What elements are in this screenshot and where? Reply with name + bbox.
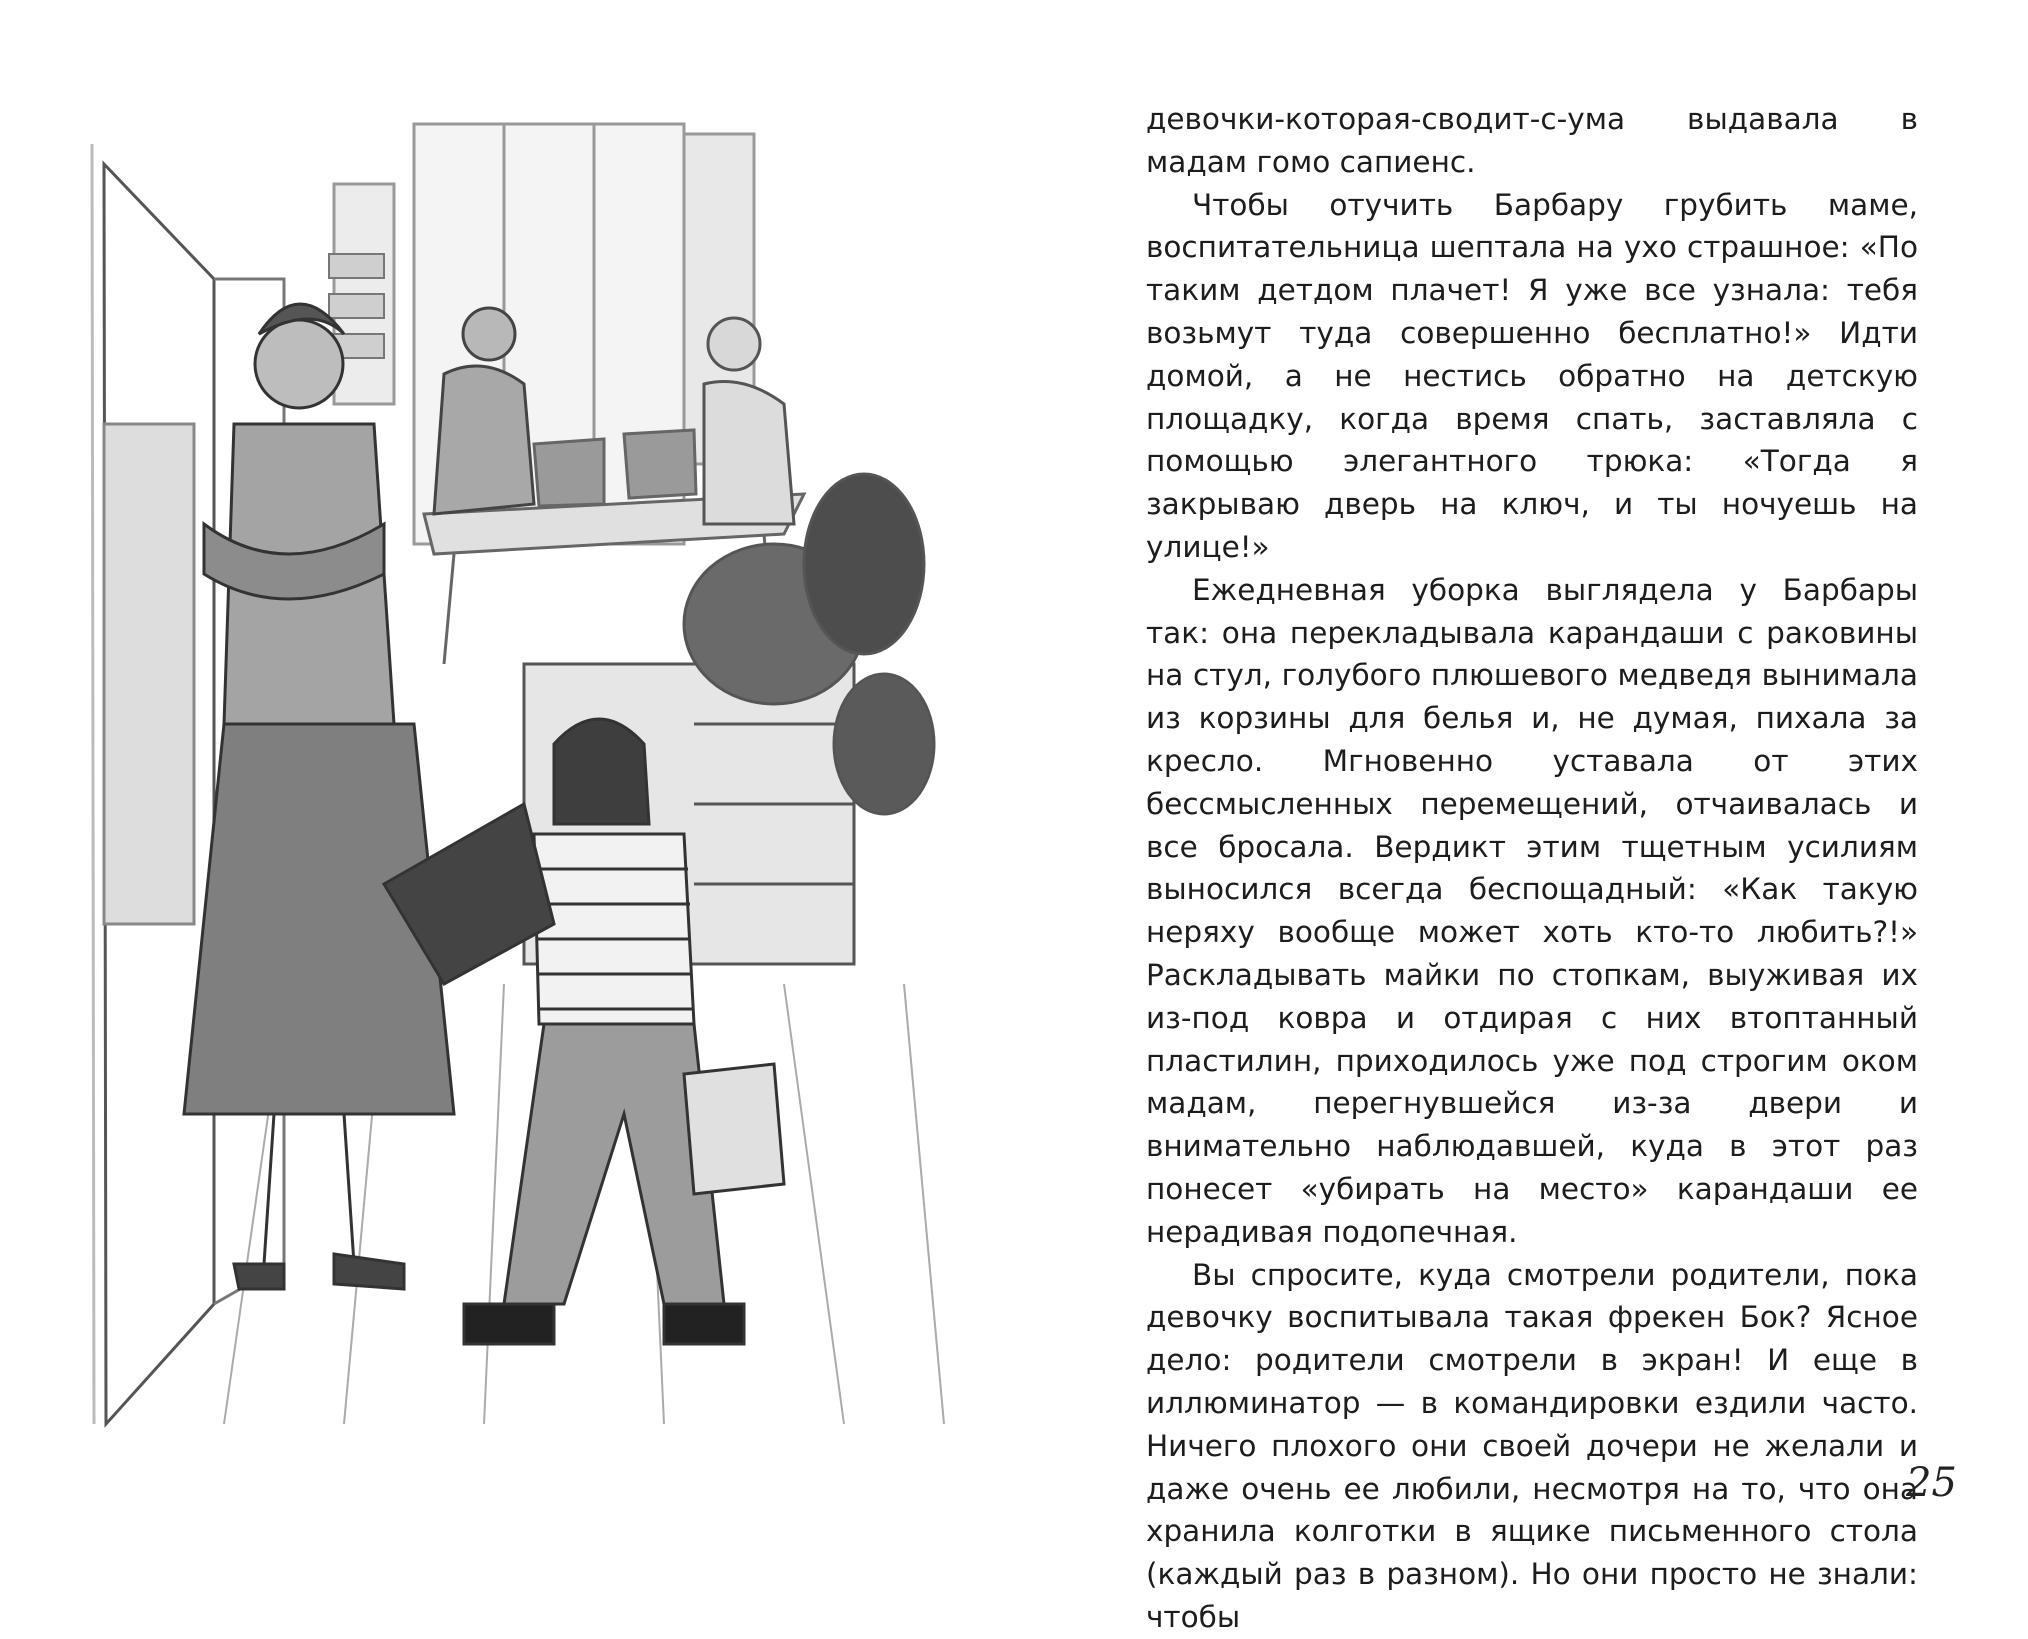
paragraph: девочки-которая-сводит-с-ума выдавала в мадам гомо сапиенс. <box>1146 102 1918 179</box>
paragraph: Ежедневная уборка выглядела у Барбары так: она перекладывала карандаши с раковины на стул, голубого плюшевого медведя вынимала из корзины для белья и, не думая, пихала за кресло. Мгновенно уставала от этих бессмысленных перемещений, отчаивалась и все бросала. Вердикт этим тщетным усилиям выносился всегда беспощадный: «Как такую неряху вообще может хоть кто-то любить?!» Раскладывать майки по стопкам, выуживая их из-под ковра и отдирая с них втоптанный пластилин, приходилось уже под строгим оком мадам, перегнувшейся из-за двери и внимательно наблюдавшей, куда в этот раз понесет «убирать на место» карандаши ее нерадивая подопечная. <box>1146 572 1918 1249</box>
paragraph: Вы спросите, куда смотрели родители, пока девочку воспитывала такая фрекен Бок? Ясное дело: родители смотрели в экран! И еще в иллюминатор — в командировки ездили часто. Ничего плохого они своей дочери не желали и даже очень ее любили, несмотря на то, что она хранила колготки в ящике письменного стола (каждый раз в разном). Но они просто не знали: чтобы <box>1146 1257 1918 1634</box>
paragraph: Чтобы отучить Барбару грубить маме, воспитательница шептала на ухо страшное: «По таким детдом плачет! Я уже все узнала: тебя возьмут туда совершенно бесплатно!» Идти домой, а не нестись обратно на детскую площадку, когда время спать, заставляла с помощью элегантного трюка: «Тогда я закрываю дверь на ключ, и ты ночуешь на улице!» <box>1146 187 1918 564</box>
woman-at-desk-figure <box>704 318 794 524</box>
page-number: 25 <box>1906 1460 1957 1506</box>
illustration <box>84 104 954 1434</box>
page-text <box>1146 98 1918 1639</box>
